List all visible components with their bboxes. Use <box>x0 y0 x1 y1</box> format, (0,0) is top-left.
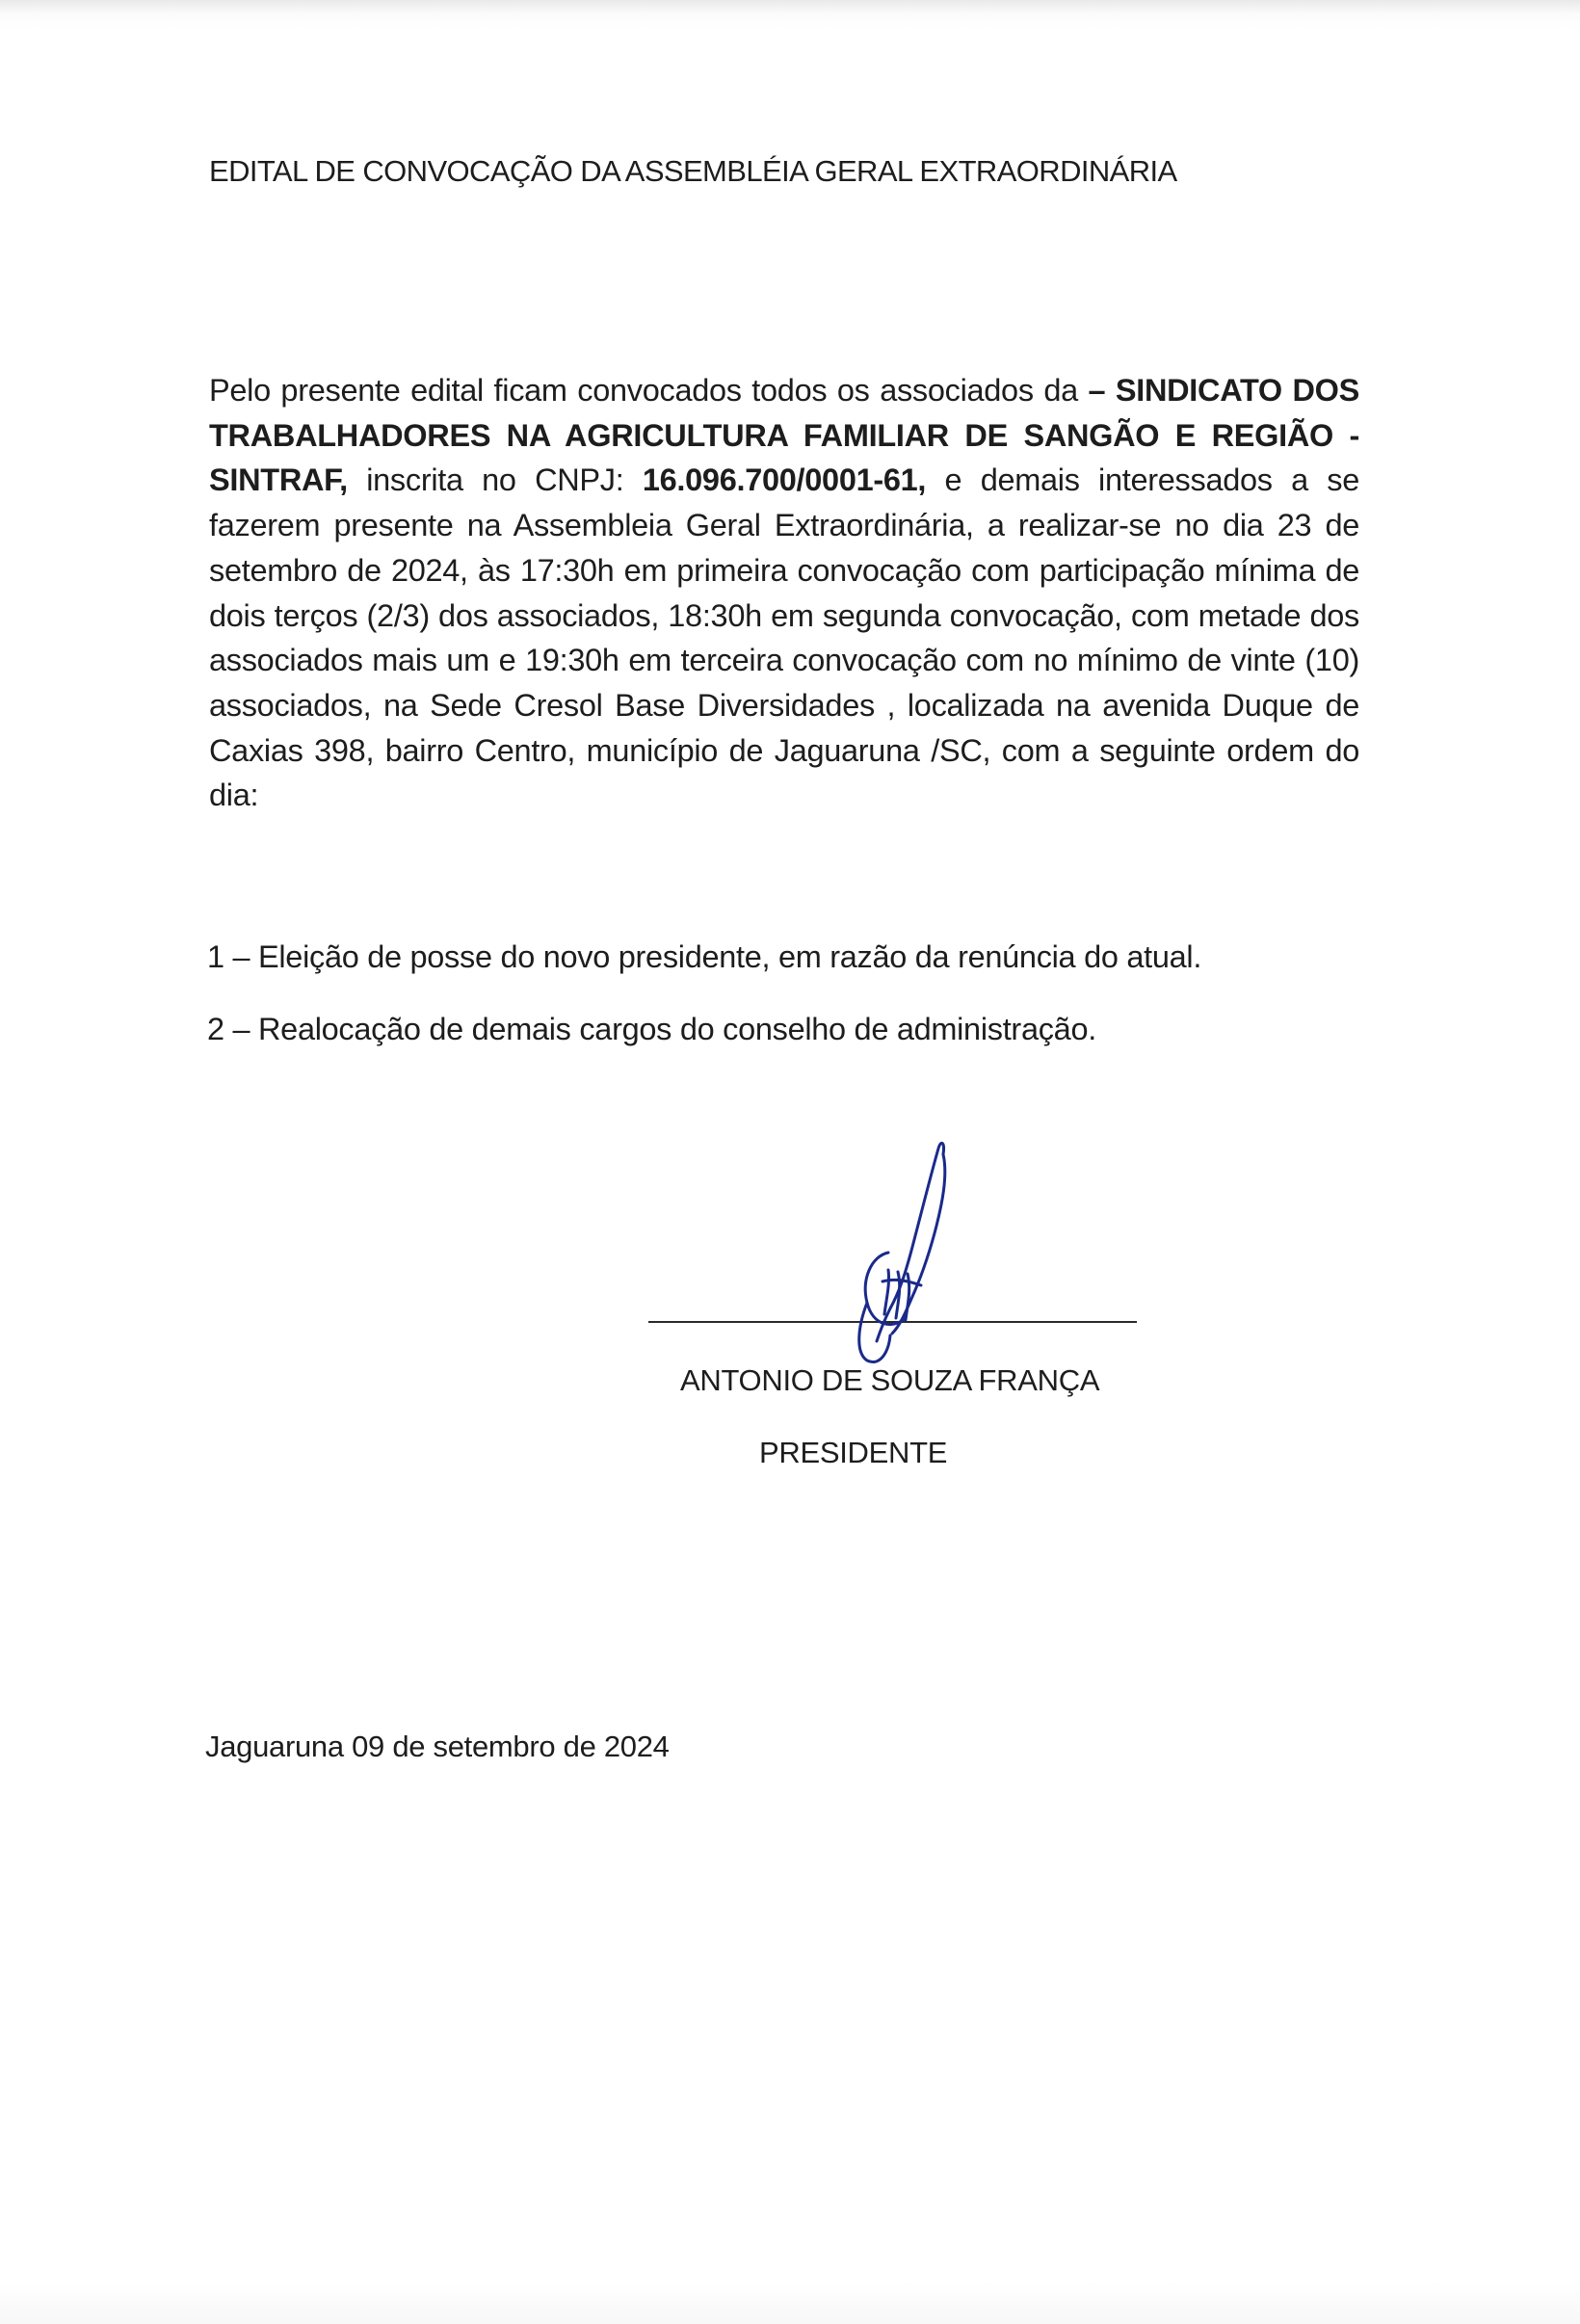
signer-name: ANTONIO DE SOUZA FRANÇA <box>680 1363 1100 1397</box>
paragraph-intro: Pelo presente edital ficam convocados todos os associados da <box>209 373 1089 408</box>
signer-role: PRESIDENTE <box>759 1436 948 1469</box>
handwritten-signature <box>829 1137 963 1378</box>
organization-name: – SINDICATO DOS TRABALHADORES NA AGRICULTURA FAMILIAR DE SANGÃO E REGIÃO - SINTRAF, <box>209 373 1360 498</box>
place-and-date: Jaguaruna 09 de setembro de 2024 <box>205 1730 670 1763</box>
cnpj-label: inscrita no CNPJ: <box>347 462 643 498</box>
convocation-paragraph <box>209 368 1359 818</box>
cnpj-number: 16.096.700/0001-61, <box>642 462 927 498</box>
document-title: EDITAL DE CONVOCAÇÃO DA ASSEMBLÉIA GERAL EXTRAORDINÁRIA <box>209 154 1177 188</box>
agenda-item-2: 2 – Realocação de demais cargos do conselho de administração. <box>207 1012 1096 1046</box>
paragraph-body: e demais interessados a se fazerem presente na Assembleia Geral Extraordinária, a realizar-se no dia 23 de setembro de 2024, às 17:30h em primeira convocação com participação mínima de dois terços (2/3) dos associados, 18:30h em segunda convocação, com metade dos associados mais um e 19:30h em terceira convocação com no mínimo de vinte (10) associados, na Sede Cresol Base Diversidades , localizada na avenida Duque de Caxias 398, bairro Centro, município de Jaguaruna /SC, com a seguinte ordem do dia: <box>209 462 1359 813</box>
agenda-item-1: 1 – Eleição de posse do novo presidente, em razão da renúncia do atual. <box>207 939 1202 974</box>
